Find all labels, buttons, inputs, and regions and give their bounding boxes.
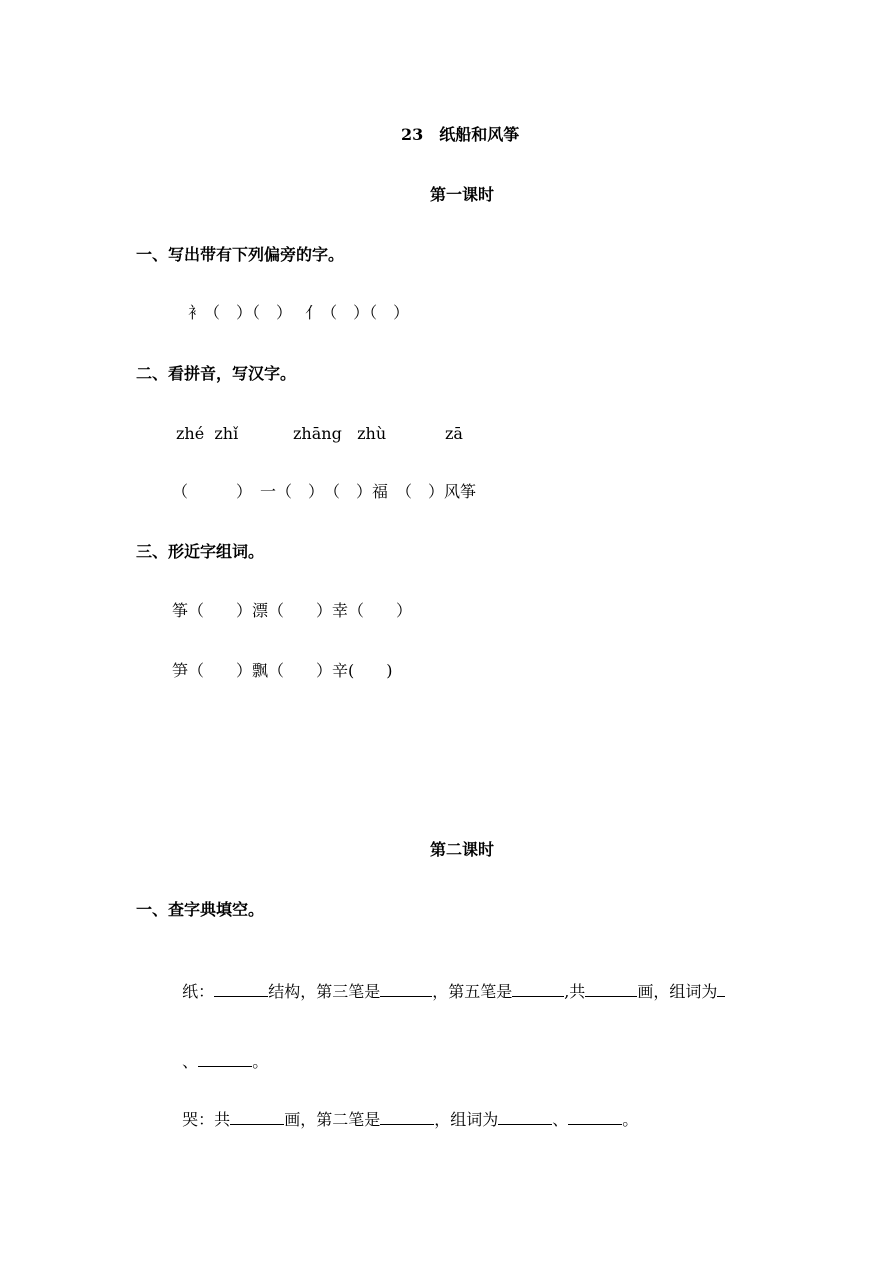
similar-chars-row-1: 筝（ ）漂（ ）幸（ ） (172, 601, 413, 620)
answer-blank[interactable] (717, 980, 725, 997)
zhi-text-4: 画，组词为 (637, 982, 718, 1001)
zhi-text-2: ，第五笔是 (432, 982, 513, 1001)
zhi-label: 纸： (182, 982, 215, 1001)
answer-blank[interactable] (380, 1108, 434, 1125)
pinyin-zhangzhu: zhāng zhù (293, 424, 387, 443)
answer-blank[interactable] (380, 980, 432, 997)
answer-blank[interactable] (498, 1108, 552, 1125)
dictionary-fill-zhi (172, 960, 725, 1002)
ku-text-2: ，组词为 (434, 1110, 499, 1129)
ku-text-4: 。 (622, 1110, 639, 1129)
zhi-text-3: ,共 (564, 982, 586, 1001)
lesson1-q3-prompt: 三、形近字组词。 (136, 542, 265, 561)
ku-label: 哭：共 (182, 1110, 231, 1129)
pinyin-za: zā (445, 424, 463, 443)
answer-blank[interactable] (198, 1050, 252, 1067)
answer-blank[interactable] (585, 980, 637, 997)
radical-fill-line: 衤（ ）（ ） 亻（ ）（ ） (188, 303, 410, 322)
lesson1-q2-prompt: 二、看拼音，写汉字。 (136, 364, 297, 383)
lesson2-q1-prompt: 一、查字典填空。 (136, 900, 265, 919)
similar-chars-row-2: 笋（ ）飘（ ）辛( ) (172, 661, 393, 680)
answer-blank[interactable] (568, 1108, 622, 1125)
pinyin-zhezhi: zhé zhǐ (176, 424, 239, 443)
zhi-cont-start: 、 (182, 1052, 199, 1071)
ku-text-1: 画，第二笔是 (284, 1110, 381, 1129)
answer-blank[interactable] (230, 1108, 284, 1125)
dictionary-fill-ku (172, 1088, 638, 1130)
ku-text-3: 、 (552, 1110, 569, 1129)
zhi-cont-end: 。 (252, 1052, 269, 1071)
document-title: 23 纸船和风筝 (401, 125, 520, 144)
answer-blank[interactable] (214, 980, 268, 997)
lesson1-q1-prompt: 一、写出带有下列偏旁的字。 (136, 245, 345, 264)
zhi-text-1: 结构，第三笔是 (268, 982, 381, 1001)
answer-blank[interactable] (512, 980, 564, 997)
dictionary-fill-zhi-continued (172, 1030, 268, 1072)
lesson1-heading: 第一课时 (430, 185, 495, 204)
lesson2-heading: 第二课时 (430, 840, 495, 859)
pinyin-answer-line: （ ） 一（ ） （ ）福 （ ）风筝 (172, 482, 477, 501)
